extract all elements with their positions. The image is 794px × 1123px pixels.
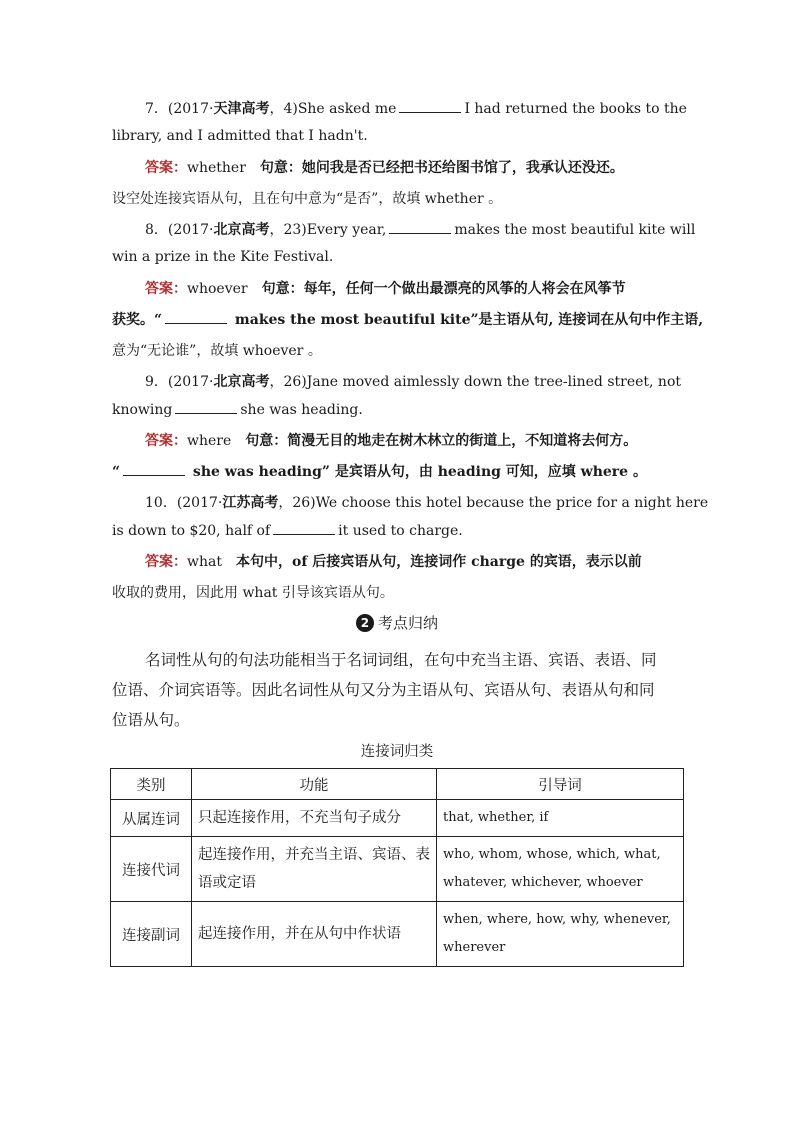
q10-source: 江苏高考 [222,495,279,511]
q7-blank [399,100,461,113]
q9-line2: knowing she was heading. [112,402,363,418]
q10-blank [273,522,335,535]
q7-answer: 答案：whether 句意：她问我是否已经把书还给图书馆了，我承认还没还。 [145,160,624,176]
q10-line2: is down to $20, half of it used to charge. [112,523,463,539]
table-row [111,837,684,902]
answer-label: 答案： [145,281,187,297]
row-category: 连接副词 [111,902,192,967]
q10-line1: 10．(2017·江苏高考，26)We choose this hotel because the price for a night here [145,495,709,511]
row-words: who, whom, whose, which, what, whatever, whichever, whoever [437,837,684,902]
q9-answer: 答案：where 句意：简漫无目的地走在树木林立的街道上，不知道将去何方。 [145,433,638,449]
section-number-badge: 2 [356,614,374,632]
q8-answer-blank [165,311,227,324]
q8-line2: win a prize in the Kite Festival. [112,249,334,265]
table-title: 连接词归类 [360,744,434,760]
row-function: 起连接作用，并在从句中作状语 [192,902,437,967]
q9-blank [175,401,237,414]
q7-line2: library, and I admitted that I hadn't. [112,128,368,144]
q10-answer: 答案：what 本句中，of 后接宾语从句，连接词作 charge 的宾语，表示以前 [145,554,642,570]
q8-answer: 答案：whoever 句意：每年，任何一个做出最漂亮的风筝的人将会在风筝节 [145,281,626,297]
q9-line1: 9．(2017·北京高考，26)Jane moved aimlessly down the tree-lined street, not [145,374,681,390]
table-header-row [111,769,684,800]
section-title: 考点归纳 [377,614,438,632]
q8-answer-line2: 获奖。“ makes the most beautiful kite”是主语从句, 连接词在从句中作主语, [112,312,704,328]
row-category: 连接代词 [111,837,192,902]
intro-line3: 位语从句。 [112,711,190,729]
q10-answer-line2: 收取的费用，因此用 what 引导该宾语从句。 [112,585,394,601]
q8-line1: 8．(2017·北京高考，23)Every year, makes the most beautiful kite will [145,222,696,238]
q9-answer-blank [123,463,185,476]
answer-label: 答案： [145,554,187,570]
row-function: 起连接作用，并充当主语、宾语、表语或定语 [192,837,437,902]
intro-line2: 位语、介词宾语等。因此名词性从句又分为主语从句、宾语从句、表语从句和同 [112,681,655,699]
row-words: that, whether, if [437,800,684,837]
q8-source: 北京高考 [213,222,270,238]
row-words: when, where, how, why, whenever, wherever [437,902,684,967]
q8-blank [389,221,451,234]
q7-line1: 7．(2017·天津高考，4)She asked me I had returned the books to the [145,101,687,117]
header-words: 引导词 [437,769,684,800]
row-function: 只起连接作用，不充当句子成分 [192,800,437,837]
q9-answer-line2: “ she was heading” 是宾语从句，由 heading 可知，应填 where 。 [112,464,647,480]
q7-answer-line2: 设空处连接宾语从句，且在句中意为“是否”，故填 whether 。 [112,191,503,207]
table-row [111,800,684,837]
answer-label: 答案： [145,433,187,449]
q9-source: 北京高考 [213,374,270,390]
q7-source: 天津高考 [213,101,270,117]
q8-answer-line3: 意为“无论谁”，故填 whoever 。 [112,343,322,359]
answer-label: 答案： [145,160,187,176]
section-heading [0,612,794,633]
header-category: 类别 [111,769,192,800]
header-function: 功能 [192,769,437,800]
table-row [111,902,684,967]
conjunction-table [110,768,684,967]
row-category: 从属连词 [111,800,192,837]
intro-line1: 名词性从句的句法功能相当于名词词组，在句中充当主语、宾语、表语、同 [145,651,657,669]
